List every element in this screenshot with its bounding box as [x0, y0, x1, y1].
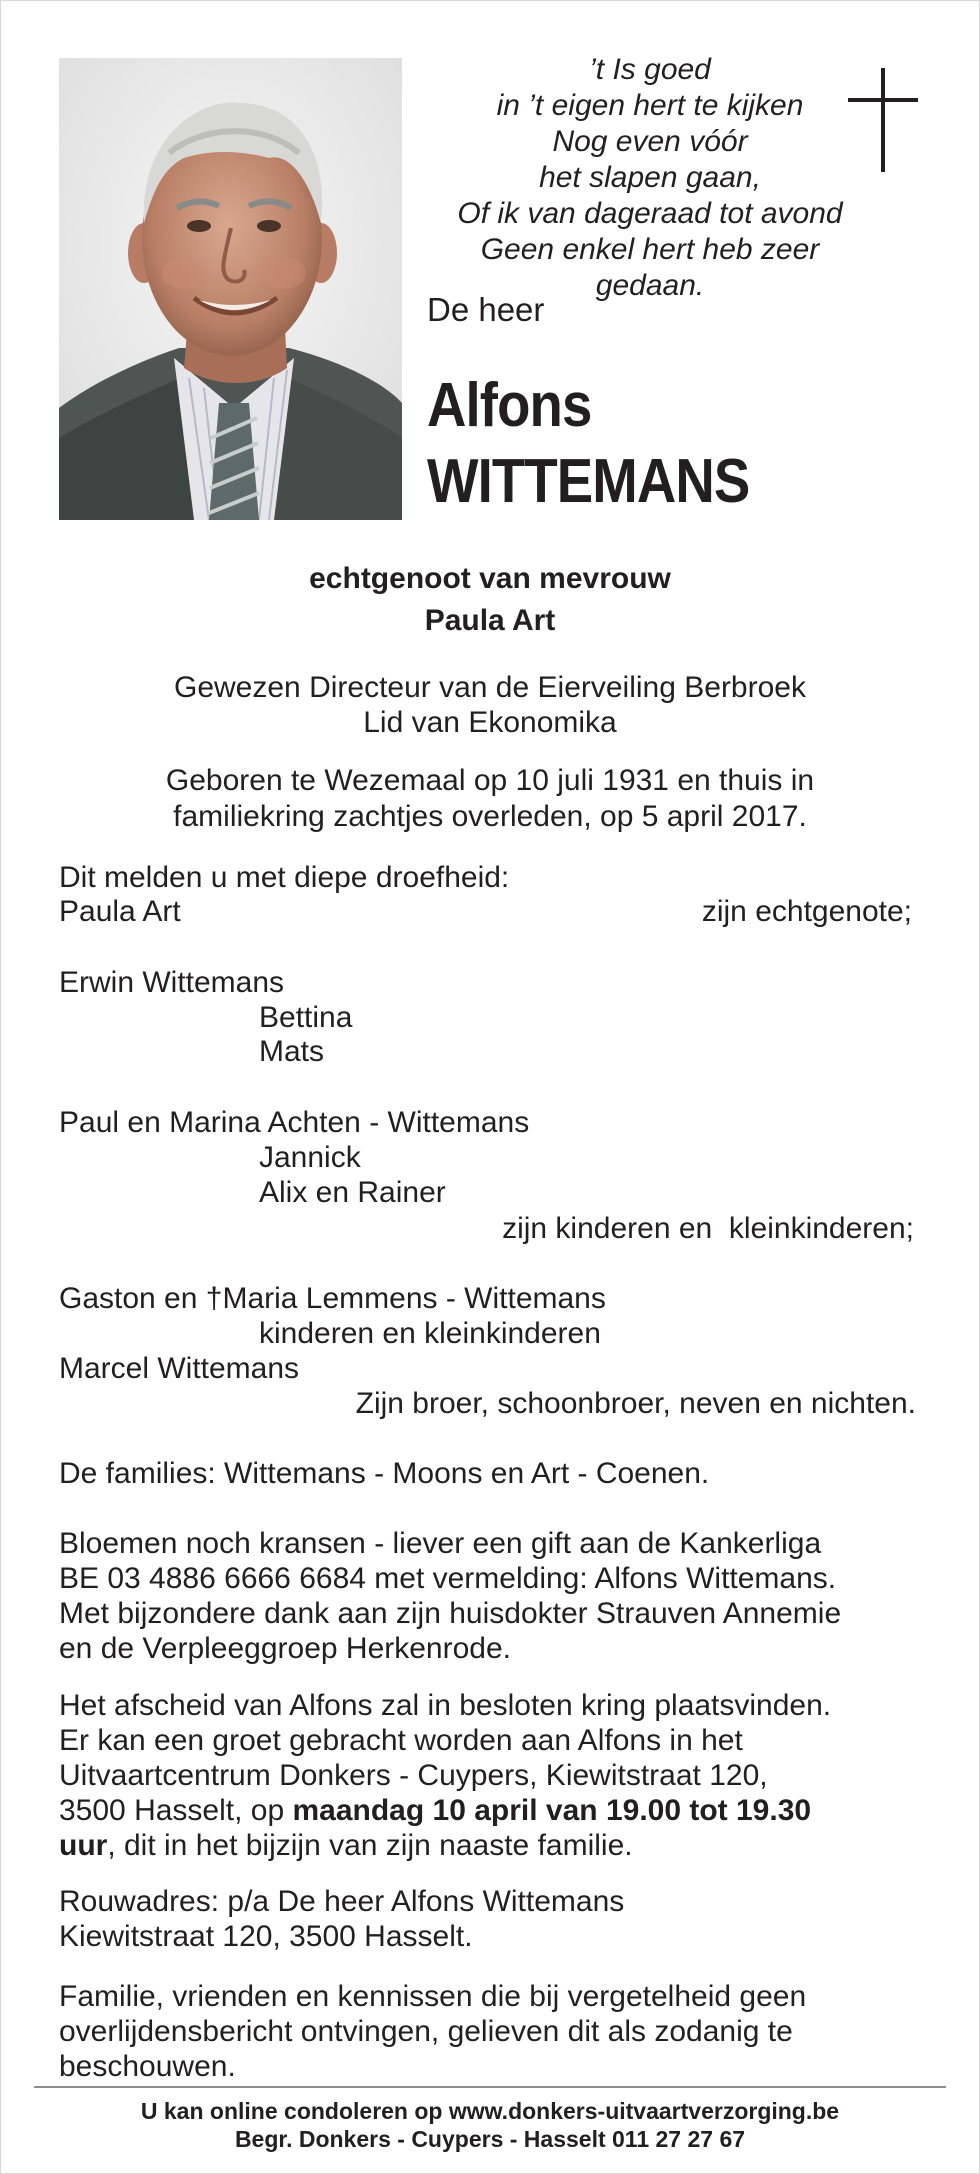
farewell-line — [59, 1828, 633, 1863]
siblings-relation: Zijn broer, schoonbroer, neven en nichten. — [355, 1387, 916, 1420]
poem-line: Geen enkel hert heb zeer gedaan. — [480, 233, 820, 302]
flowers-line: Met bijzondere dank aan zijn huisdokter Strauven Annemie — [59, 1597, 842, 1630]
spouse-line-1: echtgenoot van mevrouw — [309, 562, 671, 595]
flowers-line: BE 03 4886 6666 6684 met vermelding: Alfons Wittemans. — [59, 1562, 837, 1595]
cross-icon — [848, 68, 918, 172]
grandchild-name: Alix en Rainer — [259, 1176, 446, 1209]
role-line-1: Gewezen Directeur van de Eierveiling Berbroek — [174, 671, 806, 704]
notice-line: overlijdensbericht ontvingen, gelieven dit als zodanig te — [59, 2015, 793, 2048]
poem-line: Nog even vóór — [552, 125, 748, 158]
farewell-line: Het afscheid van Alfons zal in besloten kring plaatsvinden. — [59, 1689, 832, 1722]
child-name: Paul en Marina Achten - Wittemans — [59, 1106, 530, 1139]
dates-line-1: Geboren te Wezemaal op 10 juli 1931 en thuis in — [165, 764, 815, 797]
farewell-line: Er kan een groet gebracht worden aan Alfons in het — [59, 1724, 743, 1757]
poem-line: Of ik van dageraad tot avond — [457, 197, 843, 230]
flowers-line: en de Verpleeggroep Herkenrode. — [59, 1632, 511, 1665]
dates-line-2: familiekring zachtjes overleden, op 5 april 2017. — [173, 800, 807, 833]
widow-relation: zijn echtgenote; — [701, 895, 912, 928]
grandchild-name: Jannick — [259, 1141, 361, 1174]
children-relation: zijn kinderen en kleinkinderen; — [502, 1212, 914, 1245]
farewell-time: maandag 10 april van 19.00 tot 19.30 — [292, 1794, 812, 1827]
footer-divider — [34, 2086, 946, 2088]
spouse-name: Paula Art — [424, 604, 556, 637]
role-line-2: Lid van Ekonomika — [363, 706, 617, 739]
sibling-name: Gaston en †Maria Lemmens - Wittemans — [59, 1282, 606, 1315]
widow-name: Paula Art — [59, 895, 181, 928]
farewell-text: 3500 Hasselt, op — [59, 1794, 293, 1827]
poem-line: het slapen gaan, — [539, 161, 761, 194]
footer-funeral-home: Begr. Donkers - Cuypers - Hasselt 011 27 27 67 — [234, 2126, 746, 2152]
announcement-intro: Dit melden u met diepe droefheid: — [59, 861, 510, 894]
deceased-last-name: WITTEMANS — [427, 447, 750, 516]
sibling-descendants: kinderen en kleinkinderen — [259, 1317, 601, 1350]
grandchild-name: Bettina — [259, 1001, 353, 1034]
child-name: Erwin Wittemans — [59, 966, 285, 999]
footer-condolence-link[interactable]: U kan online condoleren op www.donkers-uitvaartverzorging.be — [140, 2098, 840, 2124]
families-line: De families: Wittemans - Moons en Art - Coenen. — [59, 1457, 710, 1490]
portrait-photo — [59, 58, 402, 520]
sibling-name: Marcel Wittemans — [59, 1352, 300, 1385]
poem-line: ’t Is goed — [589, 53, 711, 86]
notice-line: beschouwen. — [59, 2050, 236, 2083]
farewell-text: , dit in het bijzijn van zijn naaste familie. — [107, 1829, 633, 1862]
salutation: De heer — [427, 291, 545, 328]
address-line: Rouwadres: p/a De heer Alfons Wittemans — [59, 1885, 625, 1918]
flowers-line: Bloemen noch kransen - liever een gift aan de Kankerliga — [59, 1527, 822, 1560]
grandchild-name: Mats — [259, 1035, 325, 1068]
poem-line: in ’t eigen hert te kijken — [496, 89, 804, 122]
notice-line: Familie, vrienden en kennissen die bij vergetelheid geen — [59, 1980, 807, 2013]
farewell-line — [59, 1793, 811, 1828]
farewell-line: Uitvaartcentrum Donkers - Cuypers, Kiewitstraat 120, — [59, 1759, 768, 1792]
farewell-time: uur — [59, 1829, 108, 1862]
deceased-first-name: Alfons — [427, 371, 592, 440]
poem — [430, 52, 870, 304]
address-line: Kiewitstraat 120, 3500 Hasselt. — [59, 1920, 473, 1953]
